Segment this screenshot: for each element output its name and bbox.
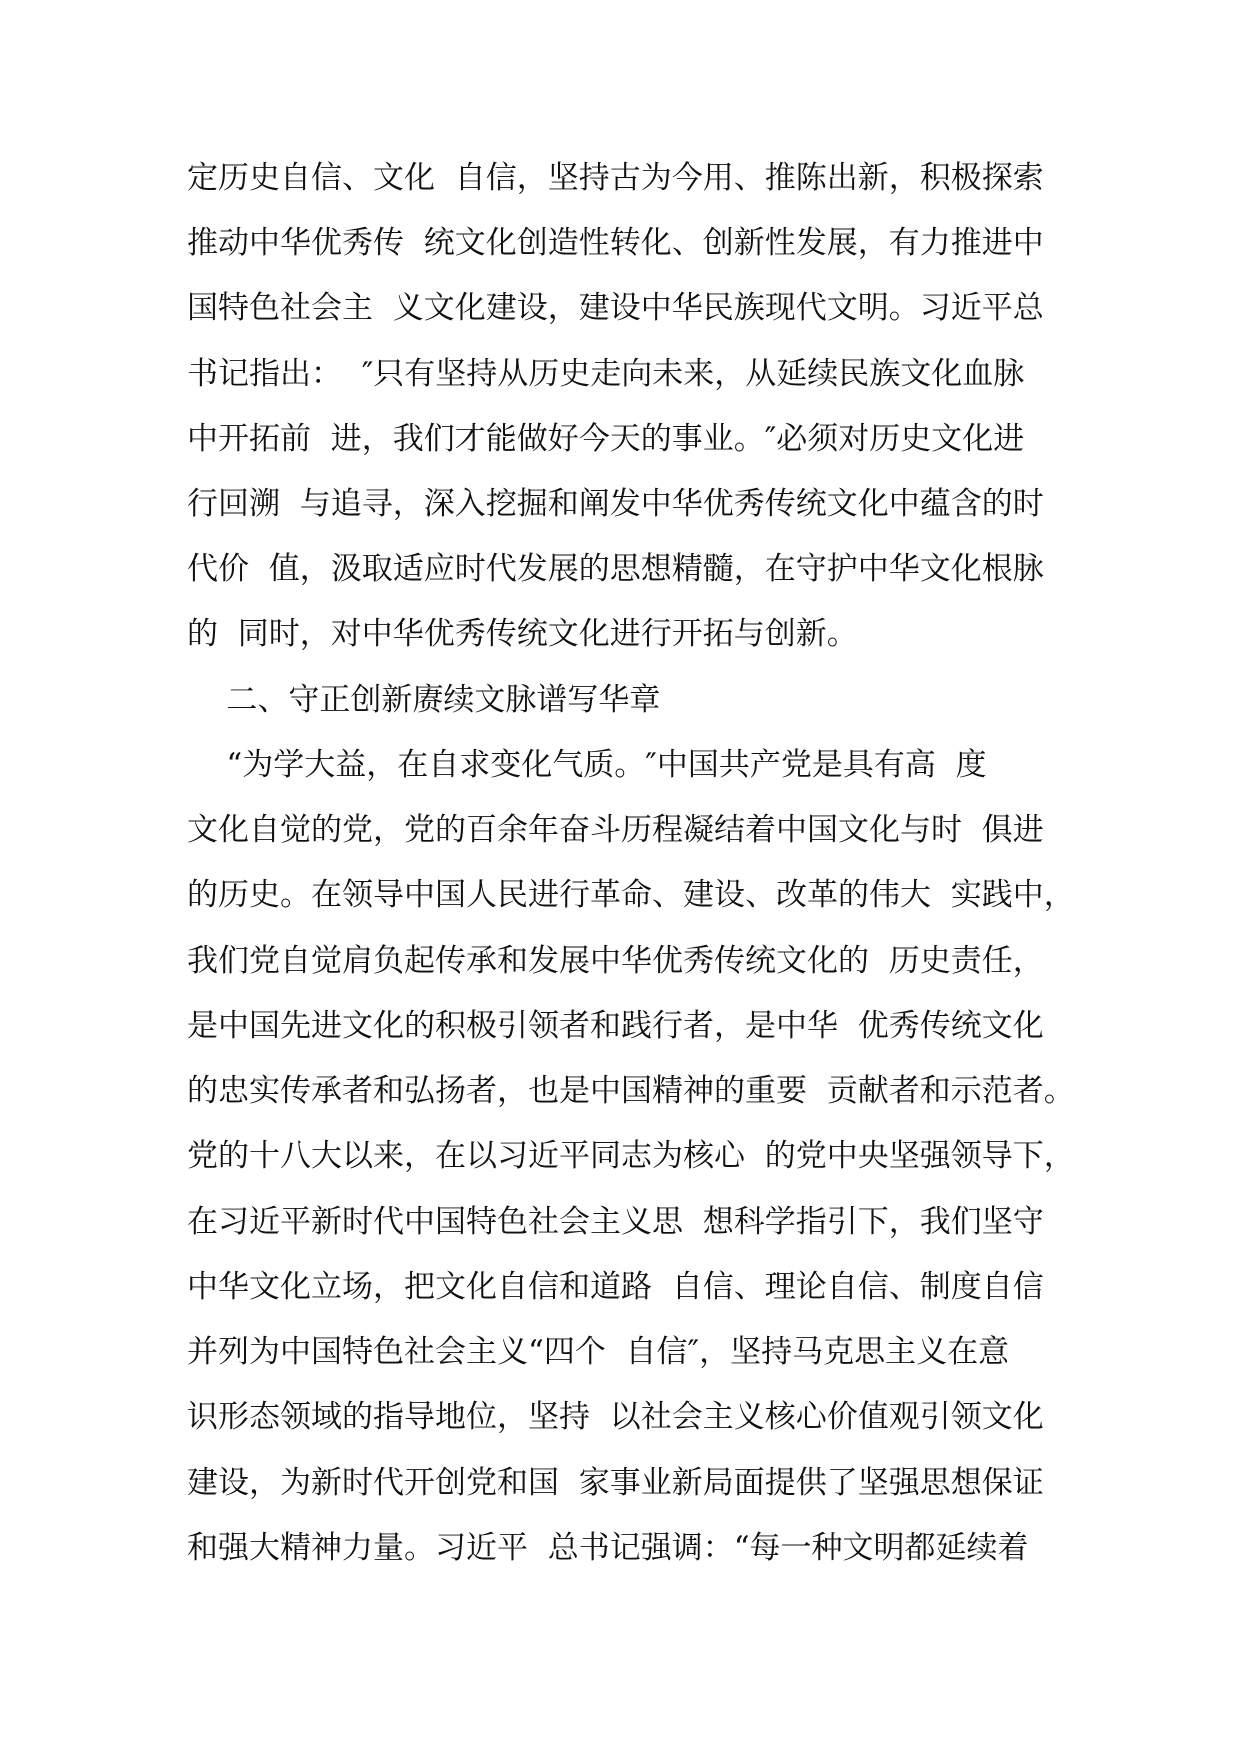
text-line: 定历史自信、文化 自信，坚持古为今用、推陈出新，积极探索 — [187, 160, 1044, 196]
text-line: 国特色社会主 义文化建设，建设中华民族现代文明。习近平总 — [187, 290, 1044, 326]
text-line: 党的十八大以来，在以习近平同志为核心 的党中央坚强领导下， — [187, 1138, 1075, 1174]
text-line: 中开拓前 进，我们才能做好今天的事业。″必须对历史文化进 — [187, 421, 1025, 457]
text-line: 的忠实传承者和弘扬者，也是中国精神的重要 贡献者和示范者。 — [187, 1073, 1075, 1109]
text-line: 文化自觉的党，党的百余年奋斗历程凝结着中国文化与时 俱进 — [187, 812, 1044, 848]
text-line: 的历史。在领导中国人民进行革命、建设、改革的伟大 实践中， — [187, 877, 1075, 913]
text-line: 中华文化立场，把文化自信和道路 自信、理论自信、制度自信 — [187, 1269, 1044, 1305]
text-line: 行回溯 与追寻，深入挖掘和阐发中华优秀传统文化中蕴含的时 — [187, 486, 1044, 522]
text-line: 是中国先进文化的积极引领者和践行者，是中华 优秀传统文化 — [187, 1008, 1044, 1044]
text-line: 的 同时，对中华优秀传统文化进行开拓与创新。 — [187, 616, 858, 652]
text-line: 并列为中国特色社会主义“四个 自信″，坚持马克思主义在意 — [187, 1334, 1010, 1370]
text-line: 识形态领域的指导地位，坚持 以社会主义核心价值观引领文化 — [187, 1399, 1044, 1435]
text-line: 书记指出： ″只有坚持从历史走向未来，从延续民族文化血脉 — [187, 356, 1025, 392]
section-heading: 二、守正创新赓续文脉谱写华章 — [187, 682, 661, 718]
text-line: 在习近平新时代中国特色社会主义思 想科学指引下，我们坚守 — [187, 1204, 1044, 1240]
text-line: 推动中华优秀传 统文化创造性转化、创新性发展，有力推进中 — [187, 225, 1044, 261]
text-line: 我们党自觉肩负起传承和发展中华优秀传统文化的 历史责任， — [187, 943, 1044, 979]
text-line: 代价 值，汲取适应时代发展的思想精髓，在守护中华文化根脉 — [187, 551, 1044, 587]
text-line: “为学大益，在自求变化气质。″中国共产党是具有高 度 — [187, 747, 987, 783]
text-line: 建设，为新时代开创党和国 家事业新局面提供了坚强思想保证 — [187, 1465, 1044, 1501]
text-line: 和强大精神力量。习近平 总书记强调：“每一种文明都延续着 — [187, 1530, 1029, 1566]
